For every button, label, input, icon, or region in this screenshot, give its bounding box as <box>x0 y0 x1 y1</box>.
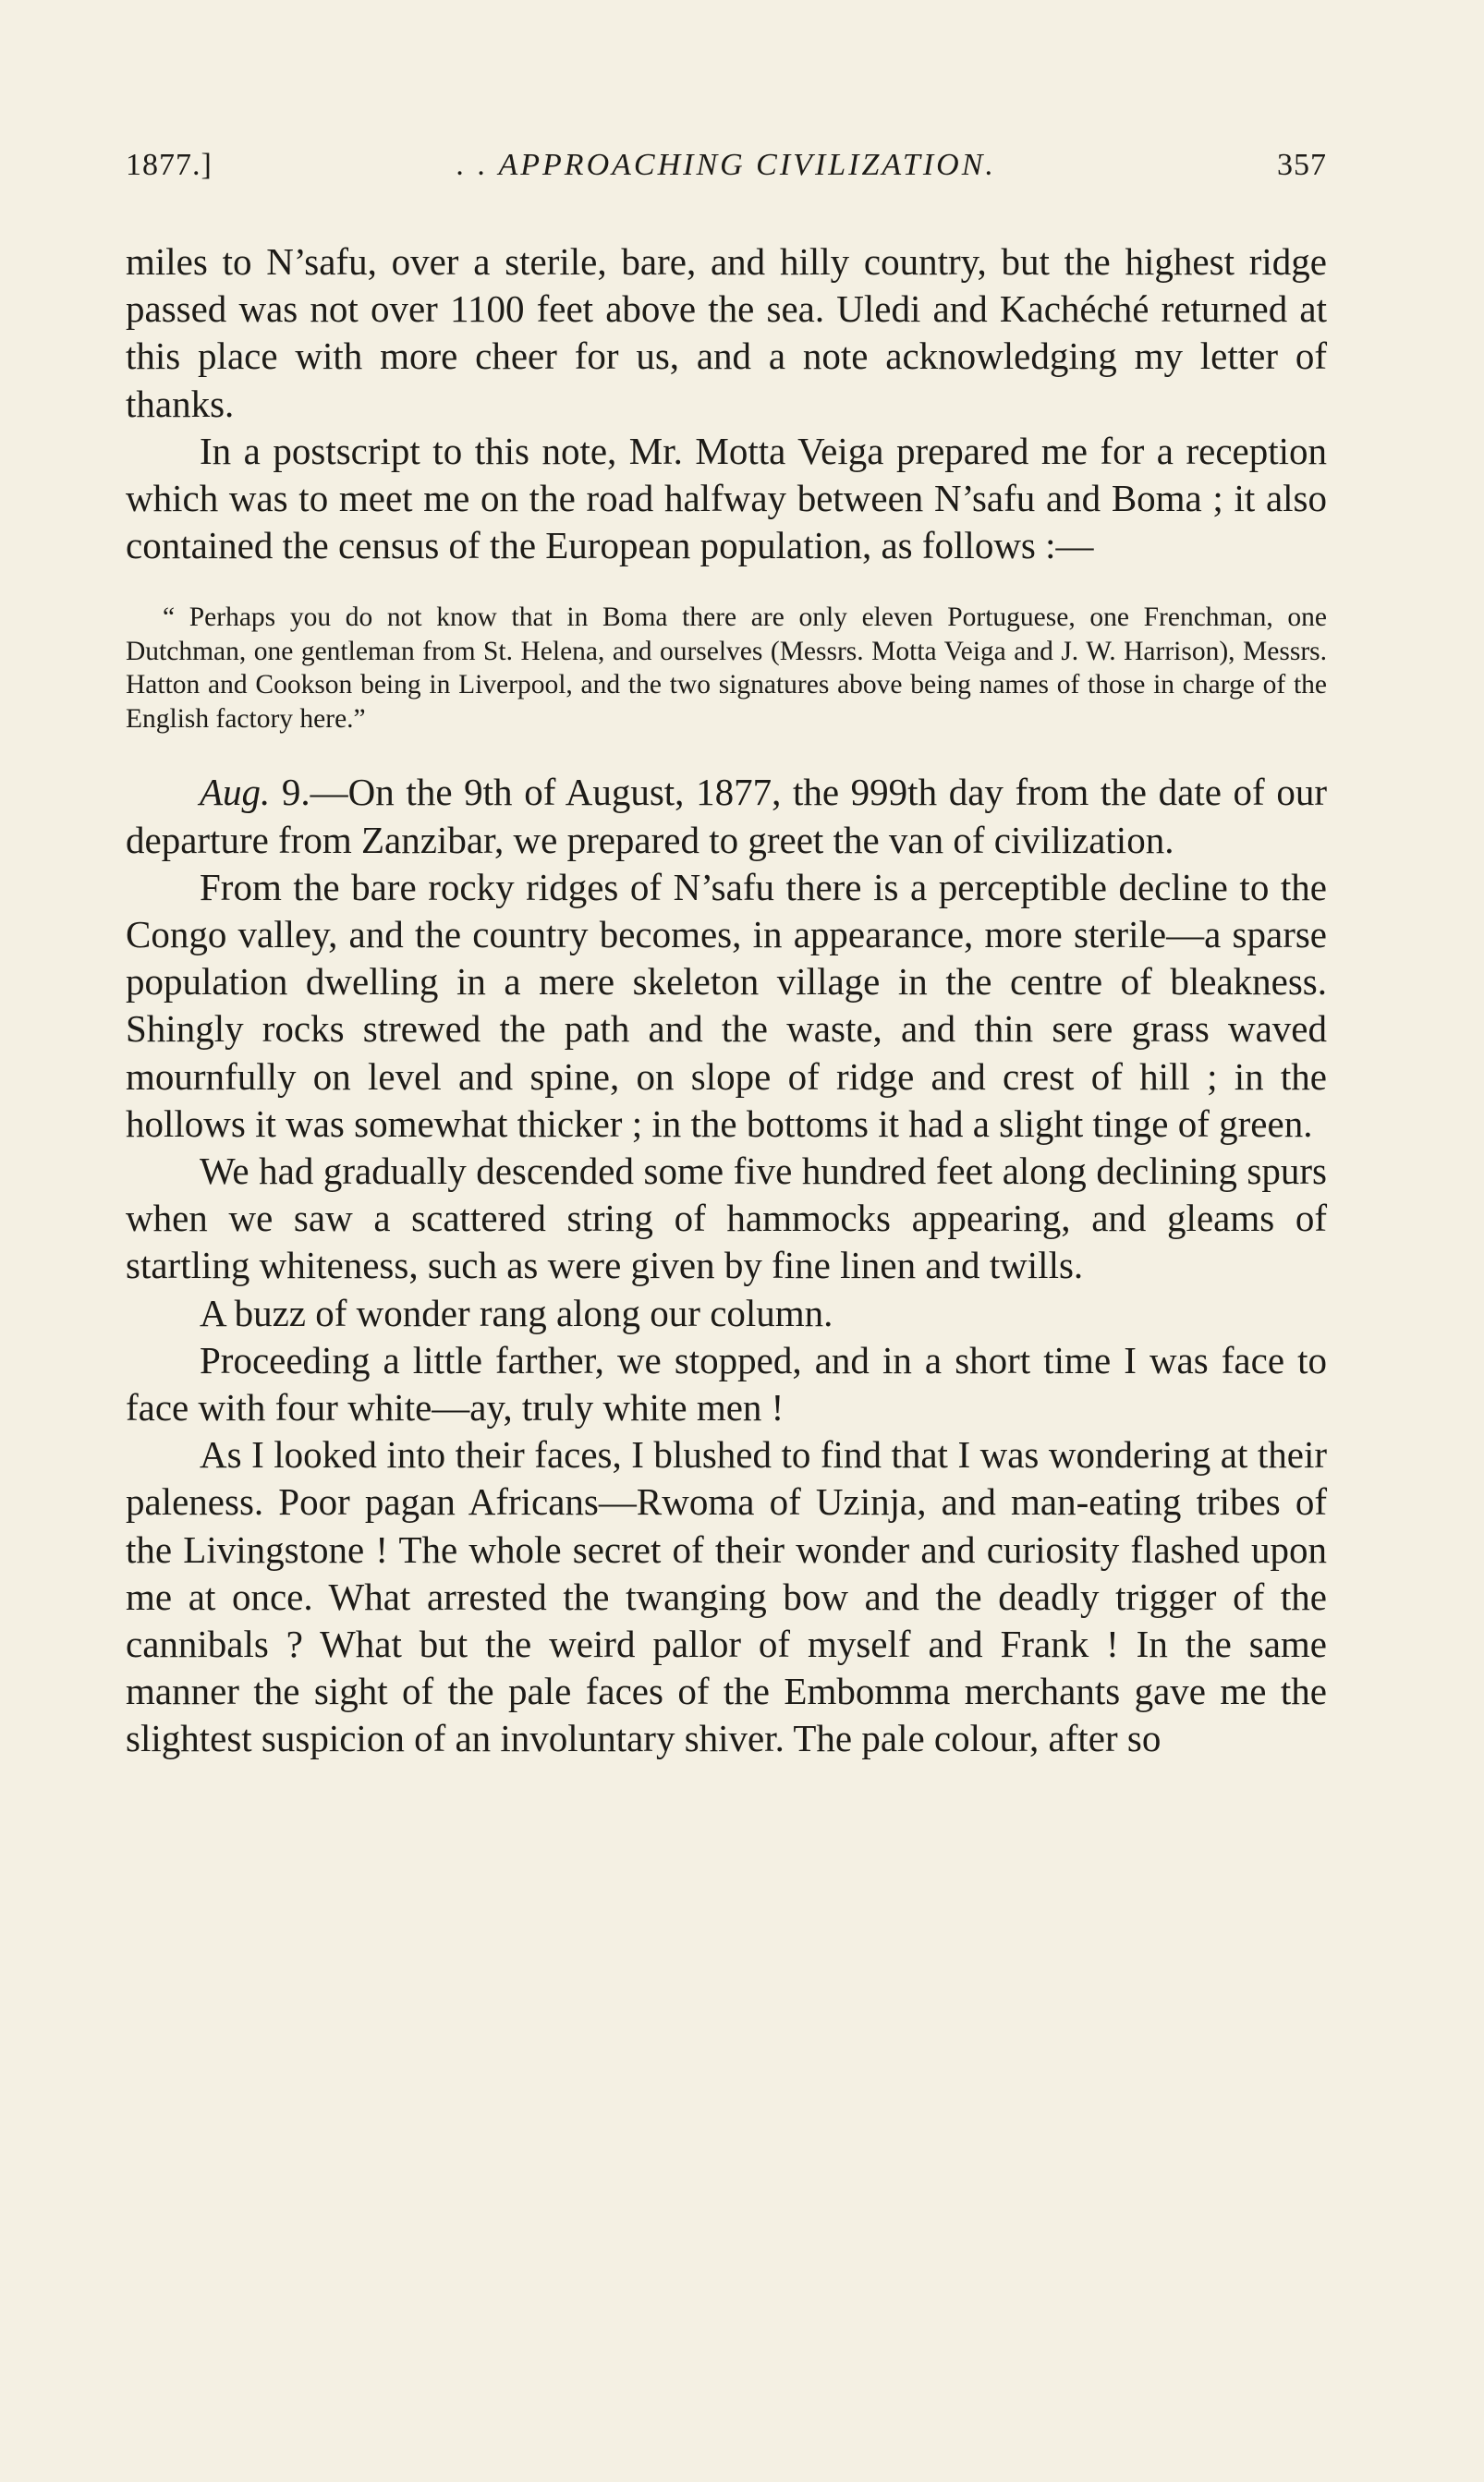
running-head-year: 1877.] <box>126 148 213 182</box>
block-quote: “ Perhaps you do not know that in Boma there are only eleven Portuguese, one Frenchman, one Dutchman, one gentleman from St. Helena, and ourselves (Messrs. Motta Veiga and J. W. Harrison), Messrs. Hatton and Cookson being in Liverpool, and the two signatures above being names of those in charge of the English factory here.” <box>126 602 1327 734</box>
paragraph: From the bare rocky ridges of N’safu there is a perceptible decline to the Congo valley, and the country becomes, in appearance, more sterile—a sparse population dwelling in a mere skeleton village in the centre of bleakness. Shingly rocks strewed the path and the waste, and thin sere grass waved mournfully on level and spine, on slope of ridge and crest of hill ; in the hollows it was somewhat thicker ; in the bottoms it had a slight tinge of green. <box>126 865 1327 1145</box>
dated-paragraph <box>126 769 1327 863</box>
paragraph: miles to N’safu, over a sterile, bare, and hilly country, but the highest ridge passed was not over 1100 feet above the sea. Uledi and Kachéché returned at this place with more cheer for us, and a note acknowledging my letter of thanks. <box>126 240 1327 425</box>
running-head-title: . . APPROACHING CIVILIZATION. <box>456 148 996 182</box>
date-label: Aug. <box>200 771 271 814</box>
paragraph: As I looked into their faces, I blushed to find that I was wondering at their paleness. Poor pagan Africans—Rwoma of Uzinja, and man-eating tribes of the Livingstone ! The whole secret of their wonder and curiosity flashed upon me at once. What arrested the twanging bow and the deadly trigger of the cannibals ? What but the weird pallor of myself and Frank ! In the same manner the sight of the pale faces of the Embomma merchants gave me the slightest suspicion of an involuntary shiver. The pale colour, after so <box>126 1433 1327 1760</box>
body-text <box>126 238 1327 1763</box>
running-head <box>126 148 1327 200</box>
page-number: 357 <box>1277 148 1327 182</box>
dated-paragraph-text: 9.—On the 9th of August, 1877, the 999th day from the date of our departure from Zanzibar, we prepared to greet the van of civilization. <box>126 771 1327 861</box>
paragraph: We had gradually descended some five hundred feet along declining spurs when we saw a scattered string of hammocks appearing, and gleams of startling whiteness, such as were given by fine linen and twills. <box>126 1150 1327 1287</box>
paragraph: Proceeding a little farther, we stopped, and in a short time I was face to face with four white—ay, truly white men ! <box>126 1338 1327 1430</box>
paragraph: In a postscript to this note, Mr. Motta Veiga prepared me for a reception which was to meet me on the road halfway between N’safu and Boma ; it also contained the census of the European population, as follows :— <box>126 429 1327 567</box>
paragraph: A buzz of wonder rang along our column. <box>200 1291 833 1334</box>
